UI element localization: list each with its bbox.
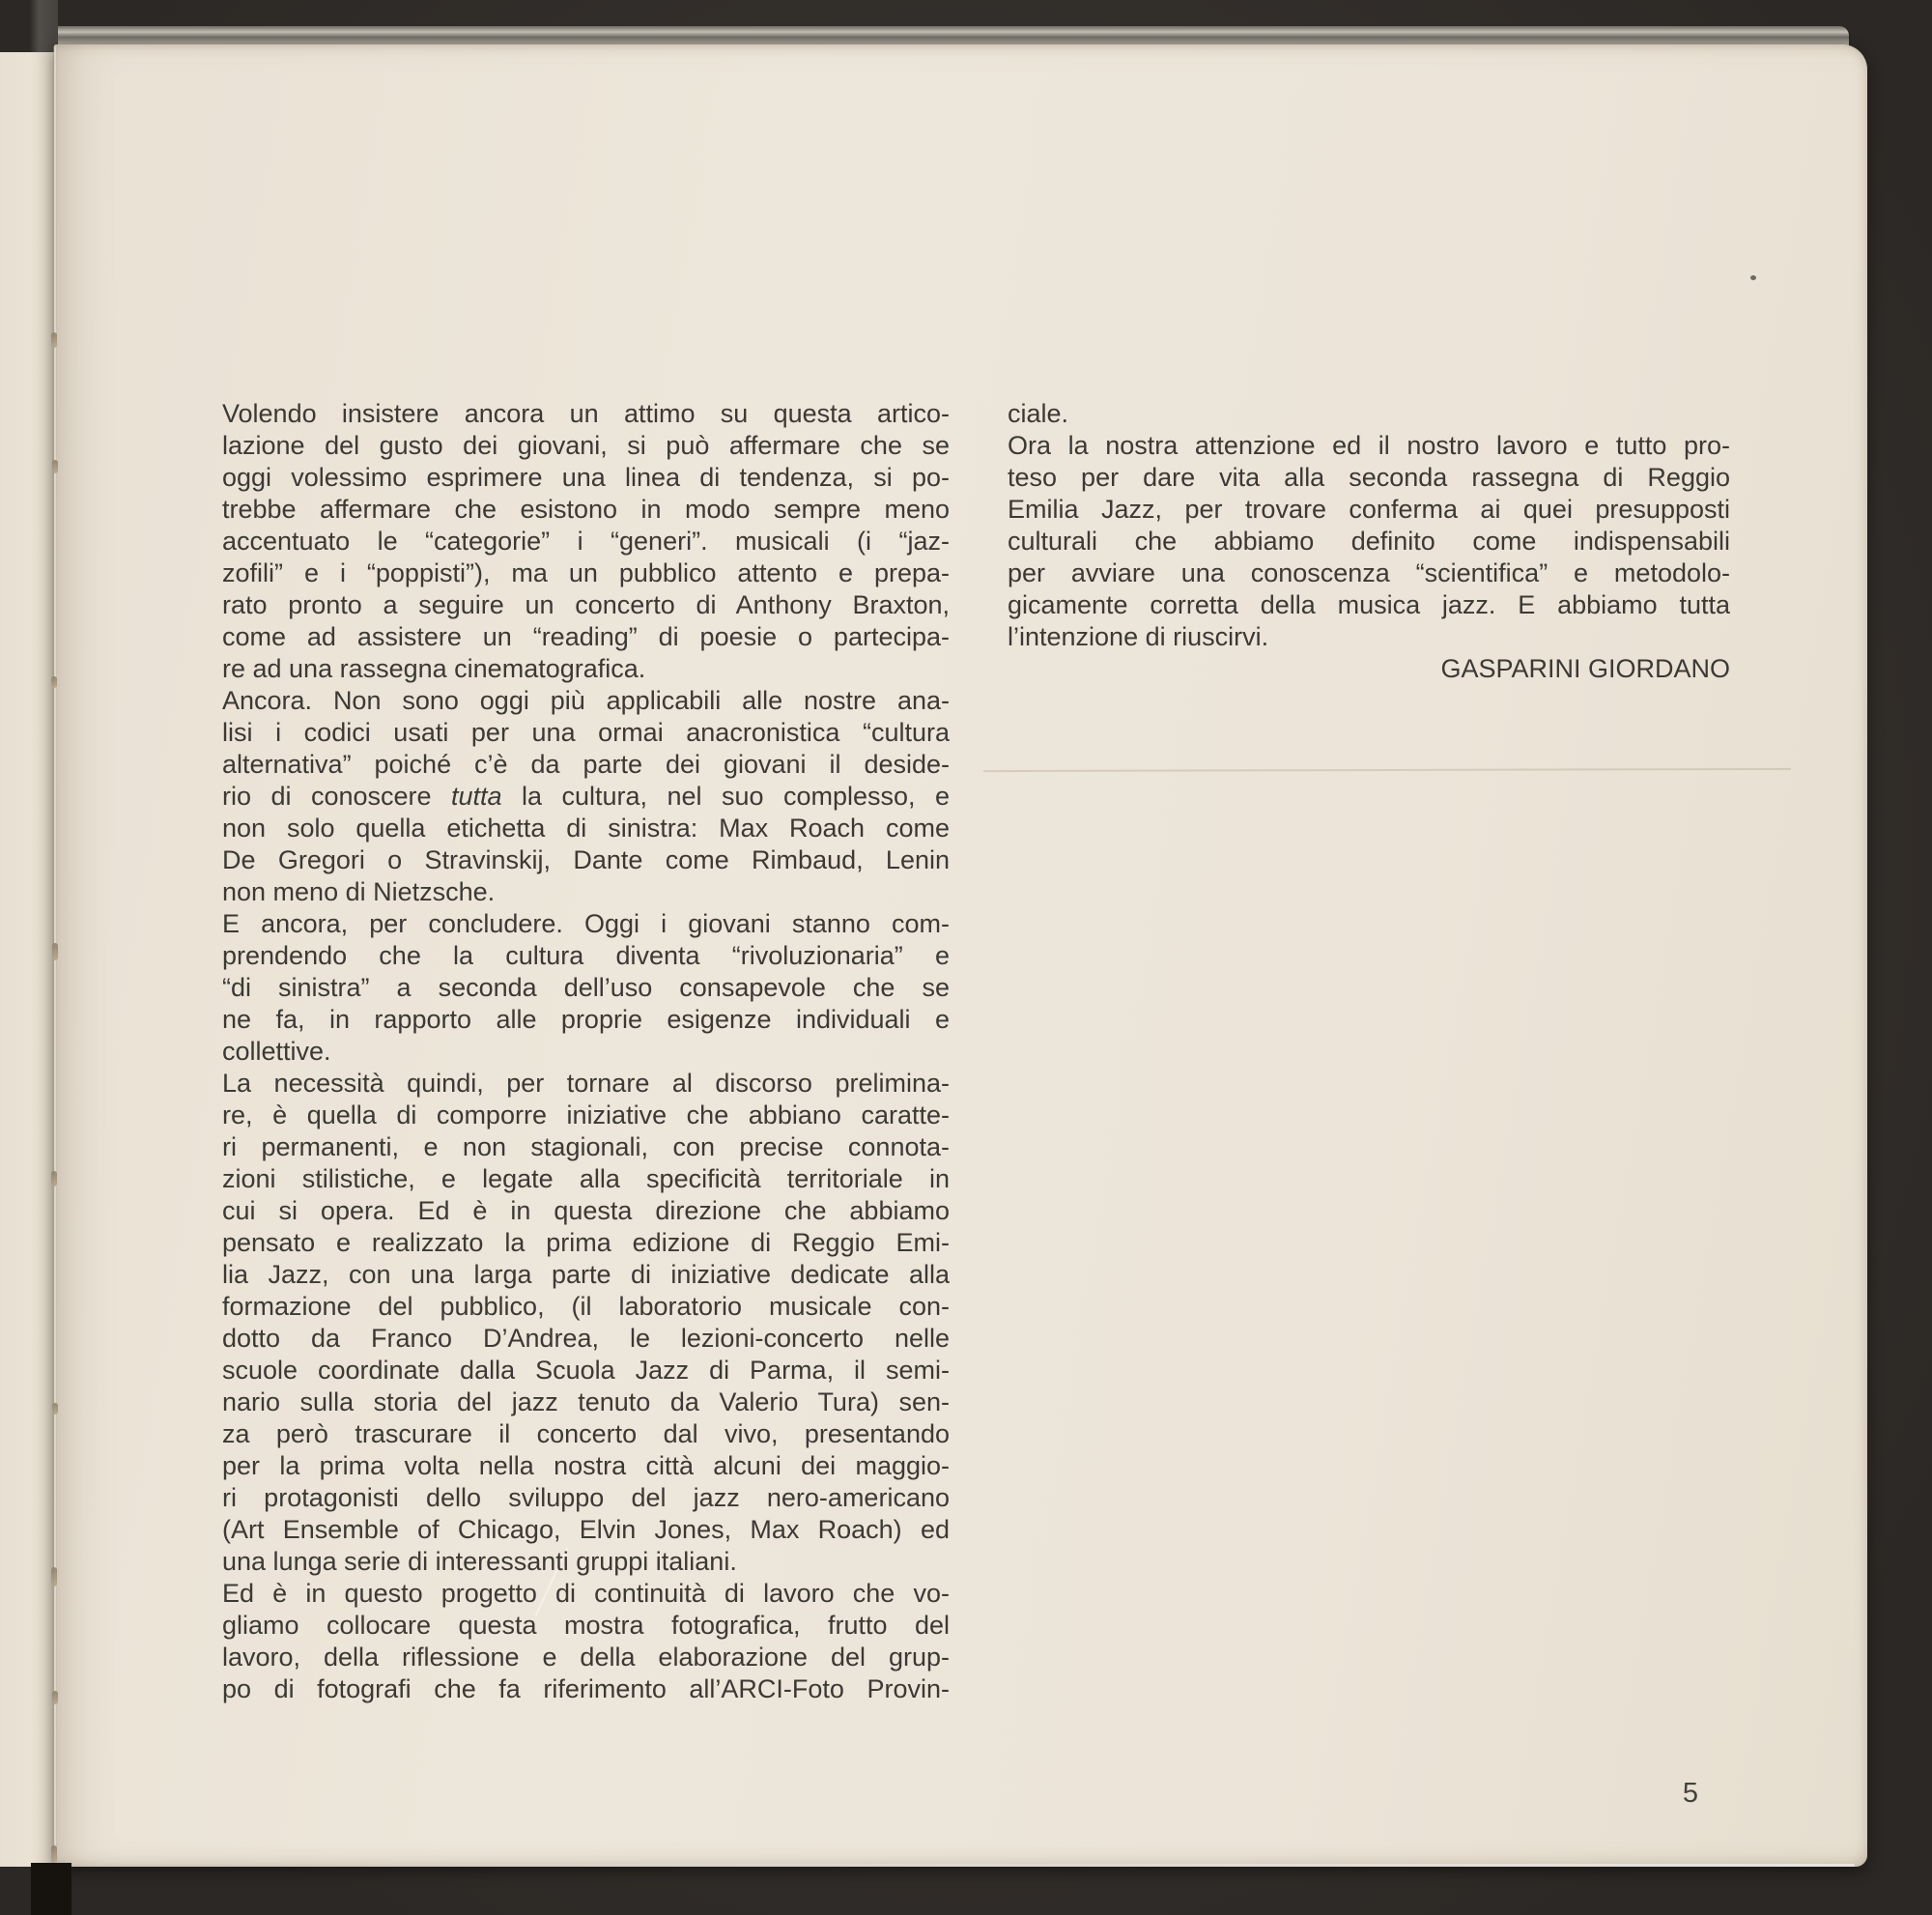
text-line: per avviare una conoscenza “scientifica” e metodolo- — [1008, 558, 1730, 587]
binding-stitch — [51, 676, 57, 688]
text-line: dotto da Franco D’Andrea, le lezioni-concerto nelle — [222, 1324, 950, 1353]
text-line: trebbe affermare che esistono in modo sempre meno — [222, 495, 950, 524]
text-line: Ed è in questo progetto di continuità di lavoro che vo- — [222, 1579, 950, 1608]
text-line: teso per dare vita alla seconda rassegna di Reggio — [1008, 463, 1730, 492]
text-line: Volendo insistere ancora un attimo su questa artico- — [222, 399, 950, 428]
binding-stitch — [51, 332, 57, 348]
text-line: re ad una rassegna cinematografica. — [222, 654, 646, 683]
text-line: (Art Ensemble of Chicago, Elvin Jones, Max Roach) ed — [222, 1515, 950, 1544]
binding-stitch — [51, 1567, 57, 1586]
binding-stitch — [52, 1691, 58, 1704]
text-line: za però trascurare il concerto dal vivo, presentando — [222, 1419, 950, 1448]
text-line: E ancora, per concludere. Oggi i giovani stanno com- — [222, 909, 950, 938]
binding-stitch — [51, 1845, 57, 1863]
text-line: l’intenzione di riuscirvi. — [1008, 622, 1269, 651]
text-line: per la prima volta nella nostra città alcuni dei maggio- — [222, 1451, 950, 1480]
text-line: alternativa” poiché c’è da parte dei giovani il deside- — [222, 750, 950, 779]
binding-stitch — [52, 1403, 58, 1415]
text-line: collettive. — [222, 1037, 331, 1066]
paper-speck — [1750, 275, 1756, 280]
text-line: ri permanenti, e non stagionali, con precise connota- — [222, 1132, 950, 1161]
binding-stitch — [52, 943, 58, 960]
binding-stitch — [51, 1171, 57, 1186]
text-line: ri protagonisti dello sviluppo del jazz nero-americano — [222, 1483, 950, 1512]
text-line: accentuato le “categorie” i “generi”. musicali (i “jaz- — [222, 527, 950, 556]
text-line: re, è quella di comporre iniziative che abbiano caratte- — [222, 1100, 950, 1129]
text-line: ciale. — [1008, 399, 1069, 428]
text-line: ne fa, in rapporto alle proprie esigenze individuali e — [222, 1005, 950, 1034]
text-line: lazione del gusto dei giovani, si può affermare che se — [222, 431, 950, 460]
text-line: formazione del pubblico, (il laboratorio musicale con- — [222, 1292, 950, 1321]
column-left — [222, 398, 950, 1705]
text-line: scuole coordinate dalla Scuola Jazz di Parma, il semi- — [222, 1356, 950, 1385]
text-line: nario sulla storia del jazz tenuto da Valerio Tura) sen- — [222, 1387, 950, 1416]
text-line: prendendo che la cultura diventa “rivoluzionaria” e — [222, 941, 950, 970]
text-line: non solo quella etichetta di sinistra: Max Roach come — [222, 814, 950, 843]
text-line: lia Jazz, con una larga parte di iniziative dedicate alla — [222, 1260, 950, 1289]
binding-stitch — [52, 460, 58, 473]
text-line: oggi volessimo esprimere una linea di tendenza, si po- — [222, 463, 950, 492]
page-bottom-edge-highlight — [309, 1864, 1855, 1867]
text-line: Ora la nostra attenzione ed il nostro lavoro e tutto pro- — [1008, 431, 1730, 460]
text-line: Ancora. Non sono oggi più applicabili alle nostre ana- — [222, 686, 950, 715]
text-line: Emilia Jazz, per trovare conferma ai quei presupposti — [1008, 495, 1730, 524]
text-line: gicamente corretta della musica jazz. E abbiamo tutta — [1008, 590, 1730, 619]
text-line: po di fotografi che fa riferimento all’ARCI-Foto Provin- — [222, 1674, 950, 1703]
text-line: pensato e realizzato la prima edizione di Reggio Emi- — [222, 1228, 950, 1257]
text-line: lisi i codici usati per una ormai anacronistica “cultura — [222, 718, 950, 747]
text-line: zofili” e i “poppisti”), ma un pubblico attento e prepa- — [222, 558, 950, 587]
text-line: come ad assistere un “reading” di poesie o partecipa- — [222, 622, 950, 651]
page-number: 5 — [1682, 1778, 1699, 1809]
text-line: rio di conoscere tutta la cultura, nel suo complesso, e — [222, 782, 950, 811]
text-line: gliamo collocare questa mostra fotografica, frutto del — [222, 1611, 950, 1640]
signature-line: GASPARINI GIORDANO — [1440, 654, 1730, 683]
text-line: “di sinistra” a seconda dell’uso consapevole che se — [222, 973, 950, 1002]
text-line: cui si opera. Ed è in questa direzione che abbiamo — [222, 1196, 950, 1225]
text-line: culturali che abbiamo definito come indispensabili — [1008, 527, 1730, 556]
column-right — [1008, 398, 1730, 685]
binding-gap — [31, 1863, 71, 1915]
text-line: La necessità quindi, per tornare al discorso prelimina- — [222, 1069, 950, 1098]
text-line: una lunga serie di interessanti gruppi italiani. — [222, 1547, 737, 1576]
facing-page-sliver — [0, 52, 56, 1867]
text-line: rato pronto a seguire un concerto di Anthony Braxton, — [222, 590, 950, 619]
text-line: lavoro, della riflessione e della elaborazione del grup- — [222, 1643, 950, 1672]
text-line: De Gregori o Stravinskij, Dante come Rimbaud, Lenin — [222, 845, 950, 874]
text-line: non meno di Nietzsche. — [222, 877, 496, 906]
text-line: zioni stilistiche, e legate alla specificità territoriale in — [222, 1164, 950, 1193]
